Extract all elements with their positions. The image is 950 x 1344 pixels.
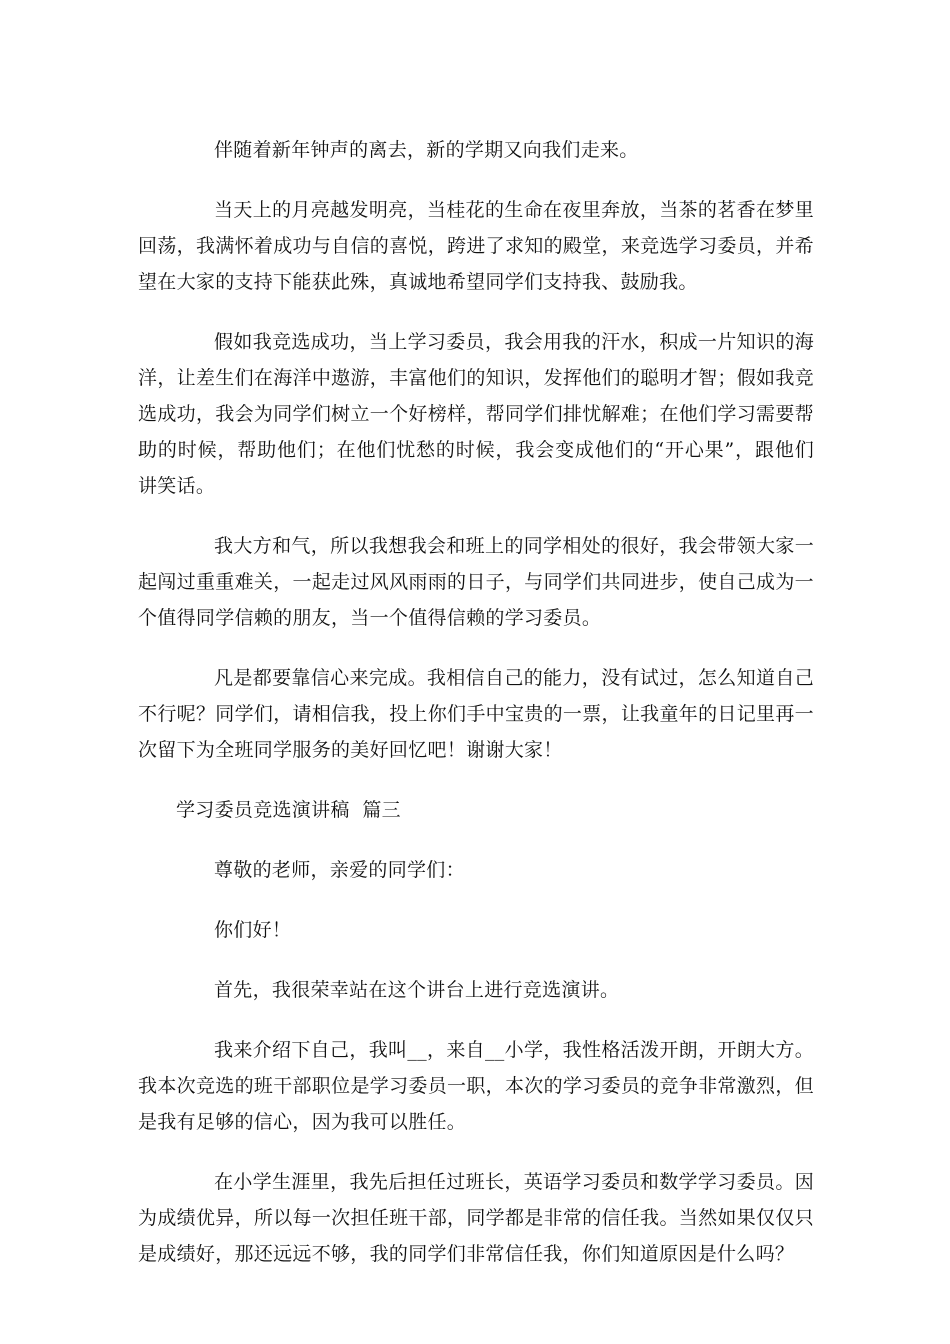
document-body [138, 132, 814, 1296]
paragraph-4: 我大方和气，所以我想我会和班上的同学相处的很好，我会带领大家一起闯过重重难关，一起走过风风雨雨的日子，与同学们共同进步，使自己成为一个值得同学信赖的朋友，当一个值得信赖的学习委员。 [138, 535, 814, 629]
paragraph-3: 假如我竞选成功，当上学习委员，我会用我的汗水，积成一片知识的海洋，让差生们在海洋中遨游，丰富他们的知识，发挥他们的聪明才智；假如我竞选成功，我会为同学们树立一个好榜样，帮同学们排忧解难；在他们学习需要帮助的时候，帮助他们；在他们忧愁的时候，我会变成他们的“开心果”，跟他们讲笑话。 [138, 331, 814, 497]
greeting: 你们好！ [214, 919, 292, 941]
paragraph-8: 在小学生涯里，我先后担任过班长，英语学习委员和数学学习委员。因为成绩优异，所以每一次担任班干部，同学都是非常的信任我。当然如果仅仅只是成绩好，那还远远不够，我的同学们非常信任我，你们知道原因是什么吗？ [138, 1171, 814, 1265]
paragraph-7: 我来介绍下自己，我叫__，来自__小学，我性格活泼开朗，开朗大方。我本次竞选的班干部职位是学习委员一职，本次的学习委员的竞争非常激烈，但是我有足够的信心，因为我可以胜任。 [138, 1039, 814, 1133]
paragraph-5: 凡是都要靠信心来完成。我相信自己的能力，没有试过，怎么知道自己不行呢？同学们，请相信我，投上你们手中宝贵的一票，让我童年的日记里再一次留下为全班同学服务的美好回忆吧！谢谢大家！ [138, 667, 814, 761]
section-heading: 学习委员竞选演讲稿 篇三 [176, 799, 401, 821]
paragraph-2: 当天上的月亮越发明亮，当桂花的生命在夜里奔放，当茶的茗香在梦里回荡，我满怀着成功与自信的喜悦，跨进了求知的殿堂，来竞选学习委员，并希望在大家的支持下能获此殊，真诚地希望同学们支持我、鼓励我。 [138, 199, 814, 293]
paragraph-1: 伴随着新年钟声的离去，新的学期又向我们走来。 [214, 139, 639, 161]
paragraph-6: 首先，我很荣幸站在这个讲台上进行竞选演讲。 [214, 979, 620, 1001]
salutation: 尊敬的老师，亲爱的同学们： [214, 859, 465, 881]
